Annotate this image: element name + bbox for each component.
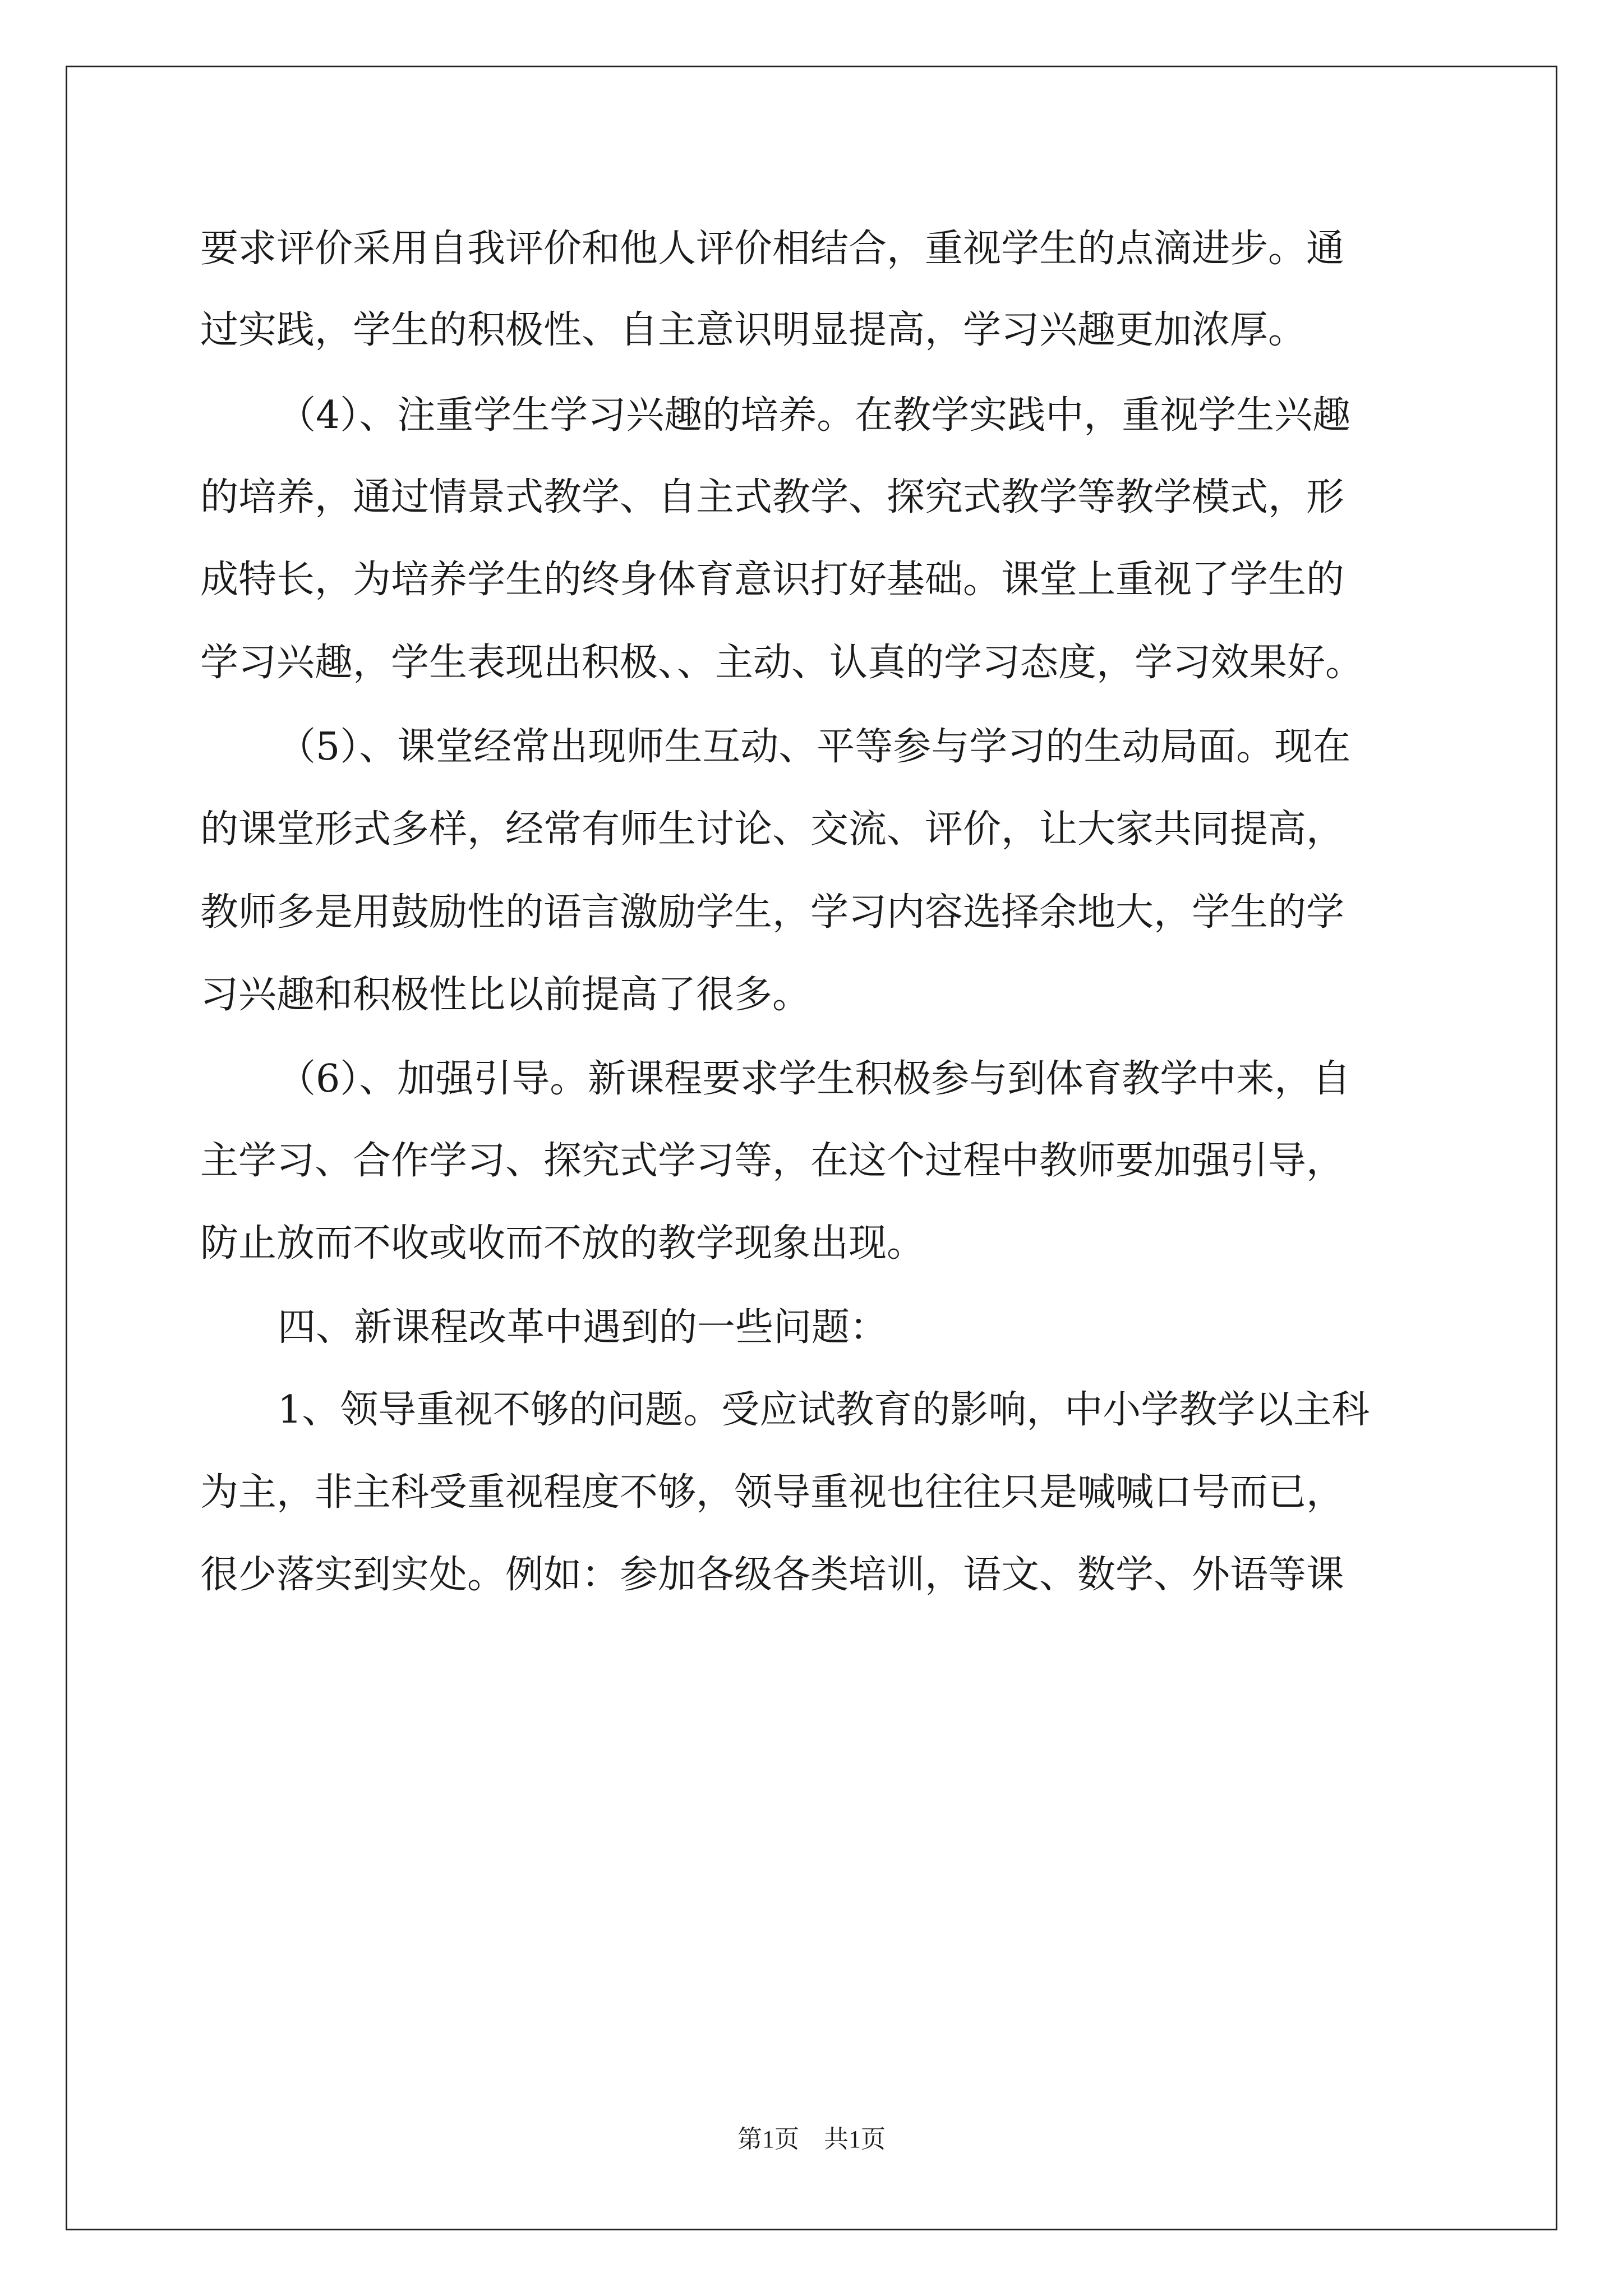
page-footer: 第1页 共1页 [737,2125,886,2153]
section-heading: 四、新课程改革中遇到的一些问题： [278,1305,888,1350]
text-line: （6）、加强引导。新课程要求学生积极参与到体育教学中来，自 [278,1057,1351,1101]
text-line: 为主，非主科受重视程度不够，领导重视也往往只是喊喊口号而已， [200,1470,1345,1515]
text-line: 成特长，为培养学生的终身体育意识打好基础。课堂上重视了学生的 [200,558,1345,602]
text-line: 学习兴趣，学生表现出积极、、主动、认真的学习态度，学习效果好。 [200,641,1364,685]
text-line: 的课堂形式多样，经常有师生讨论、交流、评价，让大家共同提高， [200,807,1345,852]
text-line: 防止放而不收或收而不放的教学现象出现。 [200,1221,925,1266]
text-line: （4）、注重学生学习兴趣的培养。在教学实践中，重视学生兴趣 [278,393,1351,438]
text-line: 1、领导重视不够的问题。受应试教育的影响，中小学教学以主科 [278,1388,1370,1432]
text-line: 过实践，学生的积极性、自主意识明显提高，学习兴趣更加浓厚。 [200,308,1307,352]
text-line: 主学习、合作学习、探究式学习等，在这个过程中教师要加强引导， [200,1139,1345,1183]
text-line: 习兴趣和积极性比以前提高了很多。 [200,973,811,1017]
text-line: 要求评价采用自我评价和他人评价相结合，重视学生的点滴进步。通 [200,227,1345,271]
text-line: 教师多是用鼓励性的语言激励学生，学习内容选择余地大，学生的学 [200,890,1345,935]
text-line: 很少落实到实处。例如：参加各级各类培训，语文、数学、外语等课 [200,1553,1345,1597]
text-line: （5）、课堂经常出现师生互动、平等参与学习的生动局面。现在 [278,725,1351,769]
text-line: 的培养，通过情景式教学、自主式教学、探究式教学等教学模式，形 [200,475,1345,519]
